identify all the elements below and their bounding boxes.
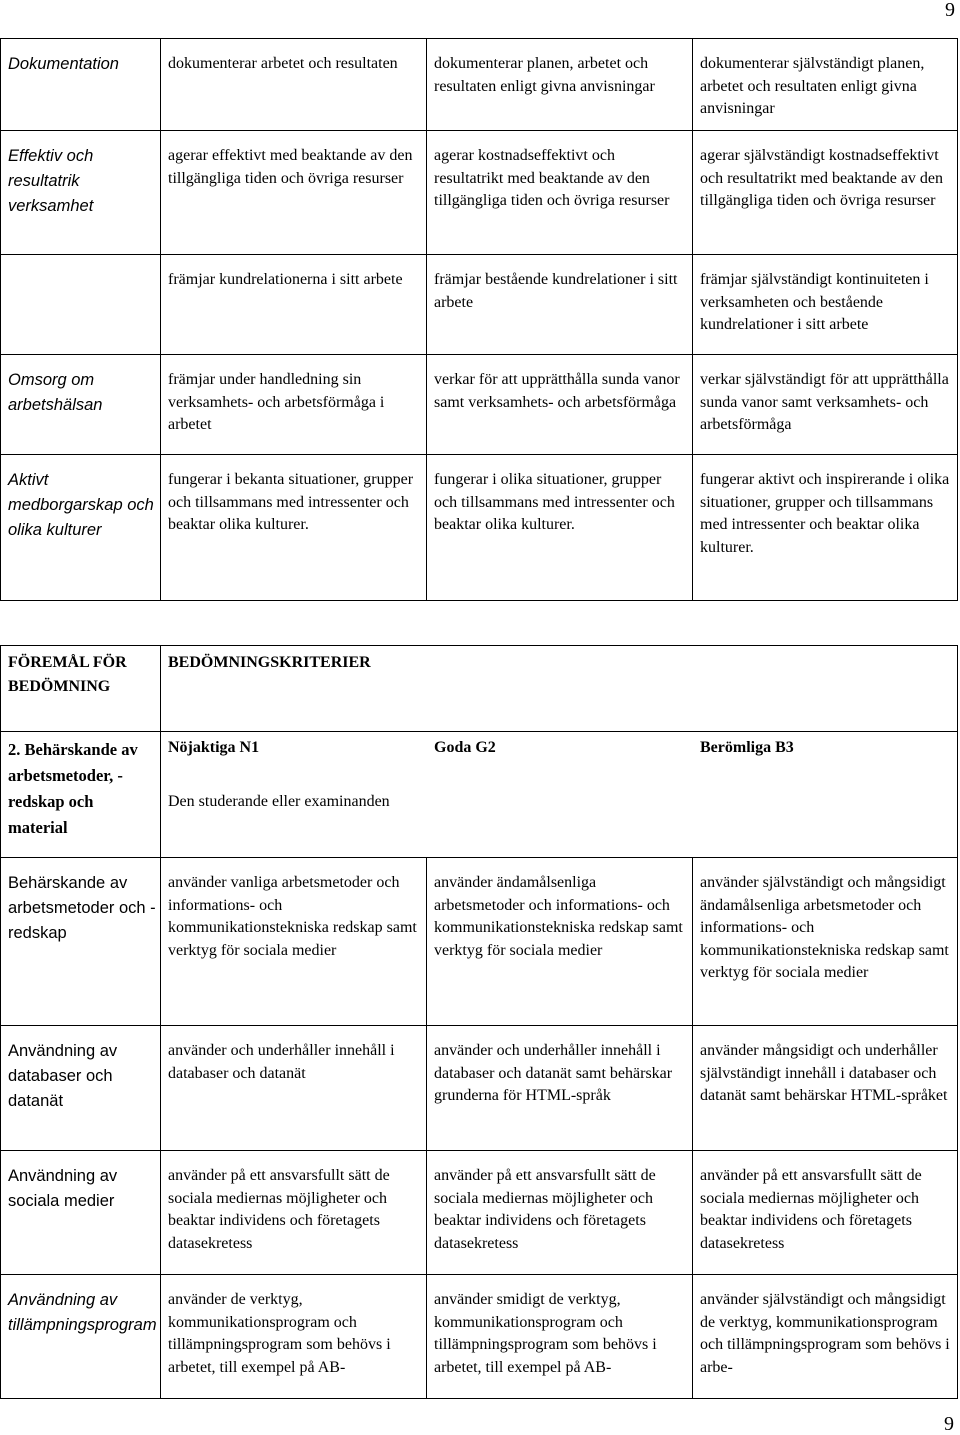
row-label: Effektiv och resultatrik verksamhet — [1, 131, 161, 255]
cell-n1: agerar effektivt med beaktande av den tillgängliga tiden och övriga resurser — [161, 131, 427, 255]
cell-n1: dokumenterar arbetet och resultaten — [161, 39, 427, 131]
row-label: Användning av databaser och datanät — [1, 1026, 161, 1151]
cell-n1: använder och underhåller innehåll i databaser och datanät — [161, 1026, 427, 1151]
subject-text: Den studerande eller examinanden — [168, 793, 390, 810]
cell-g2: använder ändamålsenliga arbetsmetoder och informations- och kommunikationstekniska redskap samt verktyg för sociala medier — [427, 858, 693, 1026]
table-row — [1, 1026, 958, 1151]
cell-b3: verkar självständigt för att upprätthålla sunda vanor samt verksamhets- och arbetsförmåga — [693, 355, 958, 455]
table-row — [1, 455, 958, 601]
cell-n1: främjar kundrelationerna i sitt arbete — [161, 255, 427, 355]
foremal-header: FÖREMÅL FÖR BEDÖMNING — [1, 646, 161, 732]
page-number-top: 9 — [945, 0, 955, 21]
cell-n1: använder på ett ansvarsfullt sätt de sociala mediernas möjligheter och beaktar individens och företagets datasekretess — [161, 1151, 427, 1275]
cell-g2: använder på ett ansvarsfullt sätt de sociala mediernas möjligheter och beaktar individens och företagets datasekretess — [427, 1151, 693, 1275]
page-number-bottom: 9 — [944, 1413, 954, 1435]
grade-g2: Goda G2 — [434, 739, 496, 756]
cell-g2: dokumenterar planen, arbetet och resultaten enligt givna anvisningar — [427, 39, 693, 131]
table-row — [1, 131, 958, 255]
grade-b3: Berömliga B3 — [700, 739, 794, 756]
table-row — [1, 255, 958, 355]
row-label: Användning av tillämpningsprogram — [1, 1275, 161, 1399]
grade-header-cell — [161, 732, 958, 858]
criteria-table-section-2 — [0, 645, 958, 1399]
cell-b3: använder på ett ansvarsfullt sätt de sociala mediernas möjligheter och beaktar individens och företagets datasekretess — [693, 1151, 958, 1275]
table-row — [1, 858, 958, 1026]
cell-b3: använder självständigt och mångsidigt ändamålsenliga arbetsmetoder och informations- och kommunikationstekniska redskap samt verktyg för sociala medier — [693, 858, 958, 1026]
row-label: Omsorg om arbetshälsan — [1, 355, 161, 455]
cell-b3: agerar självständigt kostnadseffektivt och resultatrikt med beaktande av den tillgängliga tiden och övriga resurser — [693, 131, 958, 255]
section-title: 2. Behärskande av arbetsmetoder, -redskap och material — [1, 732, 161, 858]
cell-b3: använder mångsidigt och underhåller självständigt innehåll i databaser och datanät samt behärskar HTML-språket — [693, 1026, 958, 1151]
cell-n1: använder vanliga arbetsmetoder och informations- och kommunikationstekniska redskap samt verktyg för sociala medier — [161, 858, 427, 1026]
cell-g2: fungerar i olika situationer, grupper och tillsammans med intressenter och beaktar olika kulturer. — [427, 455, 693, 601]
table-row — [1, 355, 958, 455]
cell-b3: dokumenterar självständigt planen, arbetet och resultaten enligt givna anvisningar — [693, 39, 958, 131]
row-label: Användning av sociala medier — [1, 1151, 161, 1275]
header-row — [1, 646, 958, 732]
cell-g2: främjar bestående kundrelationer i sitt arbete — [427, 255, 693, 355]
row-label: Aktivt medborgarskap och olika kulturer — [1, 455, 161, 601]
table-row — [1, 39, 958, 131]
cell-b3: fungerar aktivt och inspirerande i olika situationer, grupper och tillsammans med intressenter och beaktar olika kulturer. — [693, 455, 958, 601]
cell-g2: agerar kostnadseffektivt och resultatrikt med beaktande av den tillgängliga tiden och övriga resurser — [427, 131, 693, 255]
section-header-row — [1, 732, 958, 858]
table-row — [1, 1275, 958, 1399]
kriterier-header: BEDÖMNINGSKRITERIER — [161, 646, 958, 732]
cell-b3: främjar självständigt kontinuiteten i verksamheten och bestående kundrelationer i sitt arbete — [693, 255, 958, 355]
cell-n1: främjar under handledning sin verksamhets- och arbetsförmåga i arbetet — [161, 355, 427, 455]
cell-b3: använder självständigt och mångsidigt de verktyg, kommunikationsprogram och tillämpningsprogram som behövs i arbe- — [693, 1275, 958, 1399]
cell-g2: använder och underhåller innehåll i databaser och datanät samt behärskar grunderna för HTML-språk — [427, 1026, 693, 1151]
cell-g2: verkar för att upprätthålla sunda vanor samt verksamhets- och arbetsförmåga — [427, 355, 693, 455]
criteria-table-continued — [0, 38, 958, 601]
table-row — [1, 1151, 958, 1275]
row-label: Behärskande av arbetsmetoder och -redskap — [1, 858, 161, 1026]
cell-n1: använder de verktyg, kommunikationsprogram och tillämpningsprogram som behövs i arbetet, till exempel på AB- — [161, 1275, 427, 1399]
row-label: Dokumentation — [1, 39, 161, 131]
cell-g2: använder smidigt de verktyg, kommunikationsprogram och tillämpningsprogram som behövs i arbetet, till exempel på AB- — [427, 1275, 693, 1399]
row-label — [1, 255, 161, 355]
grade-n1: Nöjaktiga N1 — [168, 739, 260, 756]
cell-n1: fungerar i bekanta situationer, grupper och tillsammans med intressenter och beaktar olika kulturer. — [161, 455, 427, 601]
